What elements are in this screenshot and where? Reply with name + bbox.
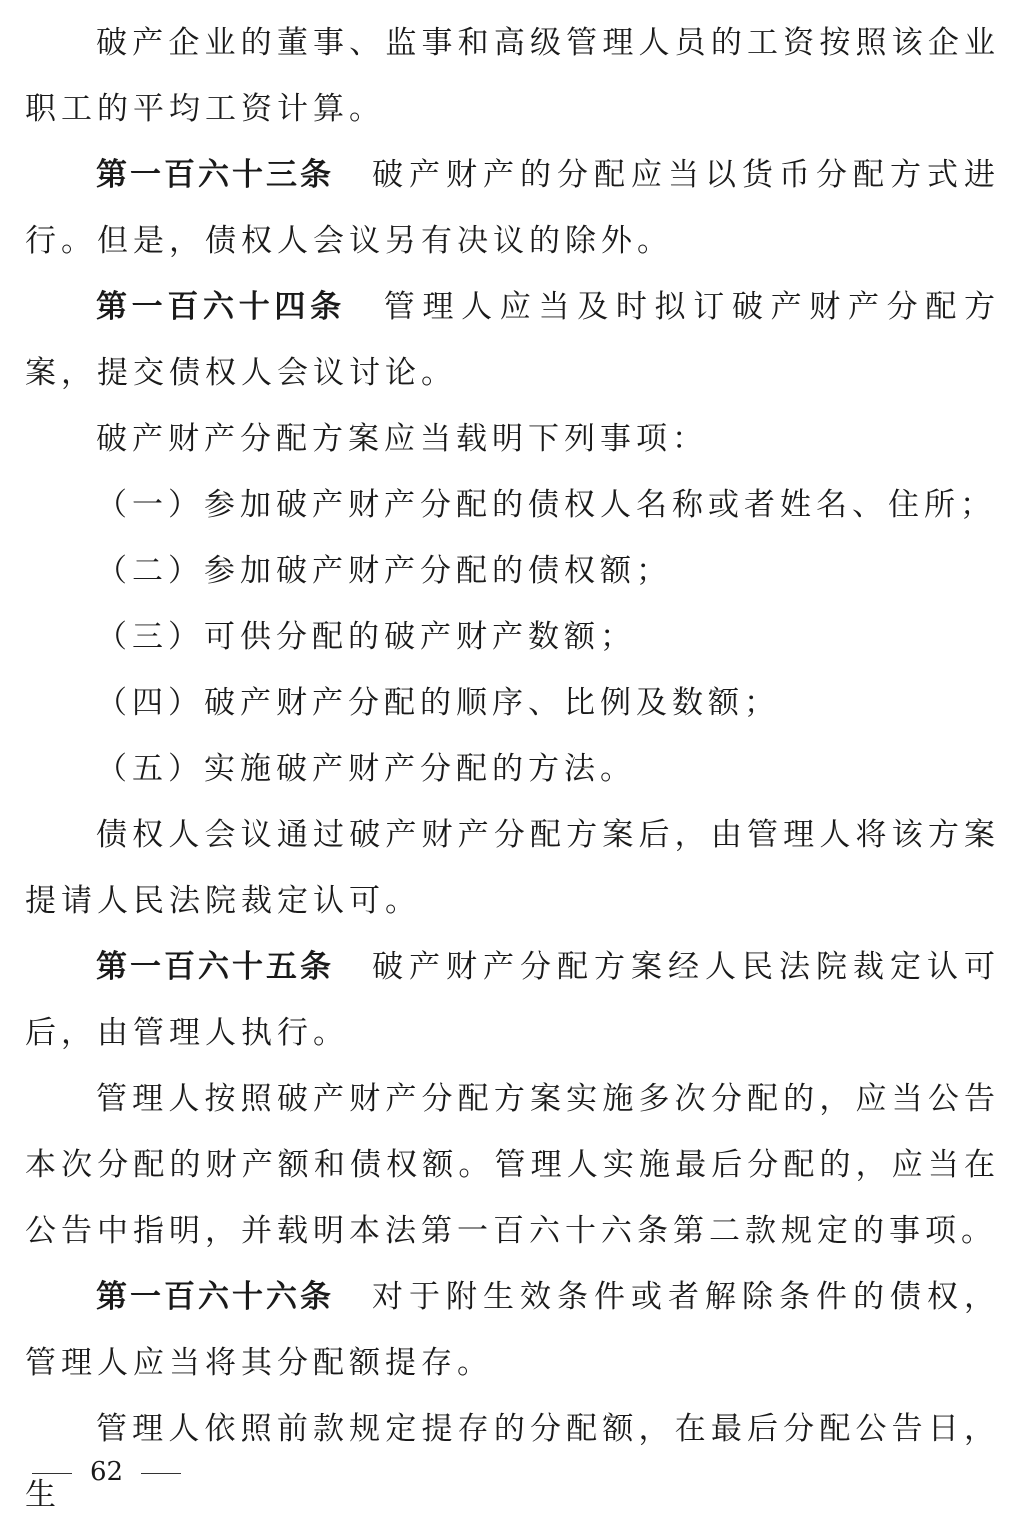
- article-text: 对于附生效条件或者解除条件的债权，管理人应当将其分配额提存。: [25, 1279, 1000, 1381]
- list-item: （四）破产财产分配的顺序、比例及数额；: [96, 685, 780, 721]
- article-number: 第一百六十四条: [96, 289, 346, 325]
- page-footer: [32, 1452, 181, 1492]
- document-body: [25, 10, 1000, 1528]
- article-text: 破产财产的分配应当以货币分配方式进行。但是，债权人会议另有决议的除外。: [25, 157, 1000, 259]
- paragraph-approval: 债权人会议通过破产财产分配方案后，由管理人将该方案提请人民法院裁定认可。: [25, 817, 1000, 919]
- article-number: 第一百六十五条: [96, 949, 334, 985]
- article-number: 第一百六十六条: [96, 1279, 334, 1315]
- article-number: 第一百六十三条: [96, 157, 334, 193]
- article-164: [25, 274, 1000, 406]
- list-item: （三）可供分配的破产财产数额；: [96, 619, 636, 655]
- footer-dash-left: [32, 1473, 72, 1474]
- list-item: （二）参加破产财产分配的债权额；: [96, 553, 672, 589]
- paragraph-multiple-distribution: 管理人按照破产财产分配方案实施多次分配的，应当公告本次分配的财产额和债权额。管理人实施最后分配的，应当在公告中指明，并载明本法第一百六十六条第二款规定的事项。: [25, 1081, 1000, 1249]
- paragraph-1: 破产企业的董事、监事和高级管理人员的工资按照该企业职工的平均工资计算。: [25, 25, 1000, 127]
- paragraph-items-intro: 破产财产分配方案应当载明下列事项：: [96, 421, 708, 457]
- footer-dash-right: [141, 1473, 181, 1474]
- article-163: [25, 142, 1000, 274]
- article-166: [25, 1264, 1000, 1396]
- article-text: 管理人应当及时拟订破产财产分配方案，提交债权人会议讨论。: [25, 289, 1001, 391]
- paragraph-deposit: 管理人依照前款规定提存的分配额，在最后分配公告日，生: [25, 1411, 1000, 1513]
- page-number: 62: [90, 1457, 124, 1487]
- article-text: 破产财产分配方案经人民法院裁定认可后，由管理人执行。: [25, 949, 1000, 1051]
- article-165: [25, 934, 1000, 1066]
- list-item: （一）参加破产财产分配的债权人名称或者姓名、住所；: [96, 487, 996, 523]
- list-item: （五）实施破产财产分配的方法。: [96, 751, 636, 787]
